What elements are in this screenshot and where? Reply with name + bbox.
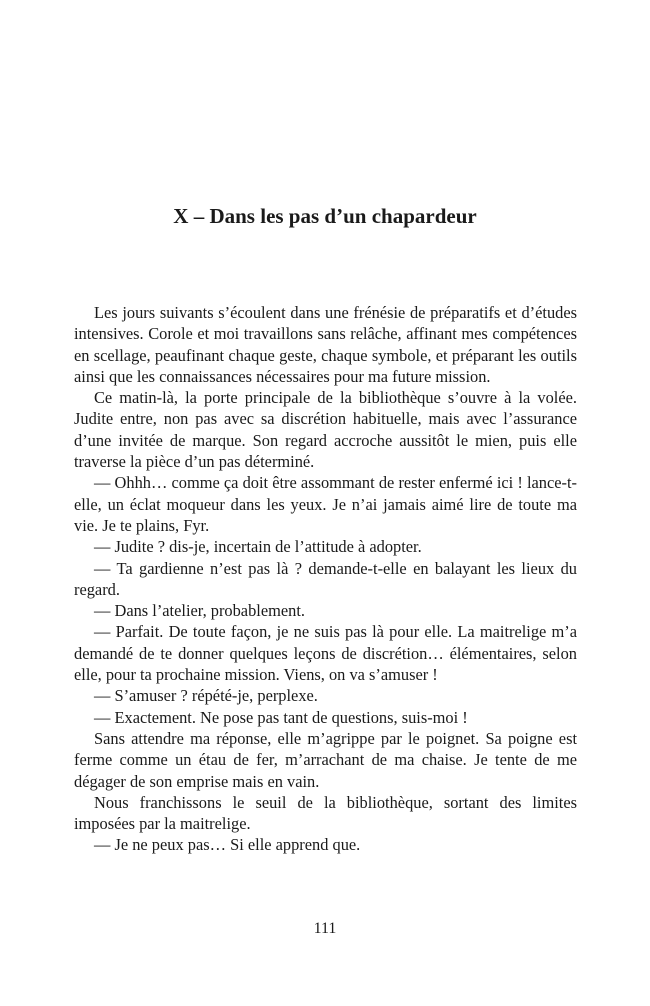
paragraph: Nous franchissons le seuil de la bibliothèque, sortant des limites imposées par la maitrelige. (74, 792, 577, 834)
paragraph: — Ta gardienne n’est pas là ? demande-t-elle en balayant les lieux du regard. (74, 558, 577, 599)
paragraph: — Parfait. De toute façon, je ne suis pas là pour elle. La maitrelige m’a demandé de te donner quelques leçons de discrétion… élémentaires, selon elle, pour ta prochaine mission. Viens, on va s’amuser ! (74, 622, 577, 685)
paragraph: Les jours suivants s’écoulent dans une frénésie de préparatifs et d’études intensives. Corole et moi travaillons sans relâche, affinant mes compétences en scellage, peaufinant chaque geste, chaque symbole, et préparant les outils ainsi que les connaissances nécessaires pour ma future mission. (74, 303, 577, 386)
paragraph: — Exactement. Ne pose pas tant de questions, suis-moi ! (94, 707, 468, 727)
page-number: 111 (313, 920, 337, 937)
paragraph: — S’amuser ? répété-je, perplexe. (94, 686, 318, 706)
paragraph: — Ohhh… comme ça doit être assommant de rester enfermé ici ! lance-t-elle, un éclat moqueur dans les yeux. Je n’ai jamais aimé lire de toute ma vie. Je te plains, Fyr. (74, 473, 577, 535)
paragraph: — Dans l’atelier, probablement. (94, 601, 305, 621)
paragraph: — Judite ? dis-je, incertain de l’attitude à adopter. (94, 537, 422, 557)
chapter-title: X – Dans les pas d’un chapardeur (173, 204, 477, 228)
chapter-body (74, 302, 577, 856)
paragraph: Sans attendre ma réponse, elle m’agrippe par le poignet. Sa poigne est ferme comme un étau de fer, m’arrachant de ma chaise. Je tente de me dégager de son emprise mais en vain. (74, 728, 577, 791)
paragraph: — Je ne peux pas… Si elle apprend que. (94, 835, 361, 855)
paragraph: Ce matin-là, la porte principale de la bibliothèque s’ouvre à la volée. Judite entre, non pas avec sa discrétion habituelle, mais avec l’assurance d’une invitée de marque. Son regard accroche aussitôt le mien, puis elle traverse la pièce d’un pas déterminé. (74, 388, 577, 472)
